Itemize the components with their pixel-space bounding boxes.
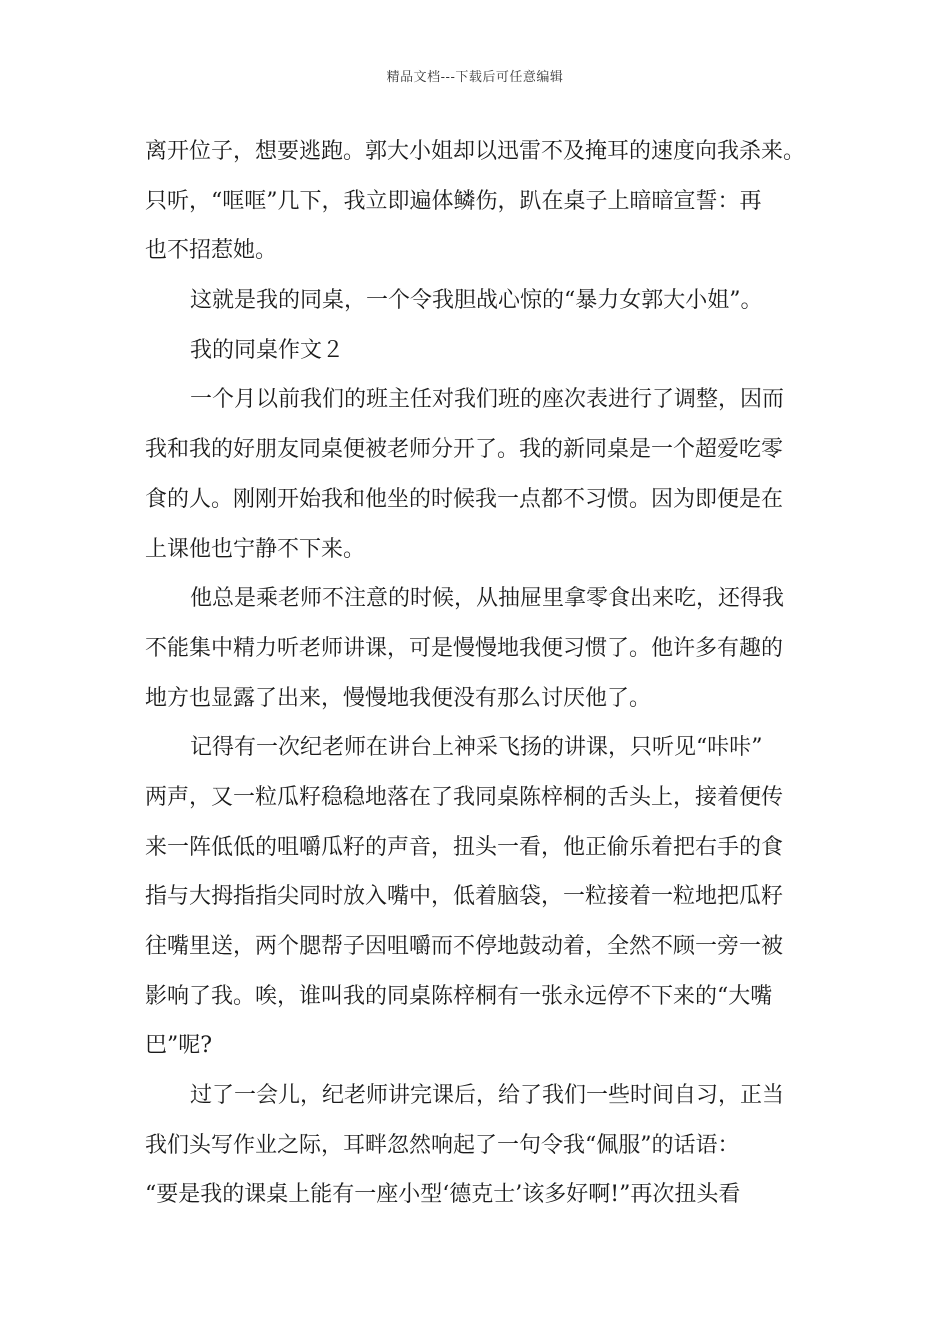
text-line: 也不招惹她。 (145, 238, 278, 264)
text-line: 往嘴里送，两个腮帮子因咀嚼而不停地鼓动着，全然不顾一旁一被 (145, 934, 784, 959)
text-line: 我和我的好朋友同桌便被老师分开了。我的新同桌是一个超爱吃零 (145, 437, 784, 463)
text-line: 这就是我的同桌，一个令我胆战心惊的“暴力女郭大小姐”。 (190, 288, 763, 314)
text-line: 巴”呢? (145, 1033, 213, 1059)
text-line: 记得有一次纪老师在讲台上神采飞扬的讲课，只听见“咔咔” (190, 735, 763, 761)
page-header: 精品文档---下载后可任意编辑 (386, 70, 564, 85)
text-line: 离开位子，想要逃跑。郭大小姐却以迅雷不及掩耳的速度向我杀来。 (145, 139, 806, 164)
text-line: 影响了我。唉，谁叫我的同桌陈梓桐有一张永远停不下来的“大嘴 (145, 983, 773, 1009)
text-line: 地方也显露了出来，慢慢地我便没有那么讨厌他了。 (145, 685, 652, 711)
document-body (145, 127, 810, 1220)
text-line: 我们头写作业之际，耳畔忽然响起了一句令我“佩服”的话语： (145, 1132, 740, 1158)
text-line: 来一阵低低的咀嚼瓜籽的声音，扭头一看，他正偷乐着把右手的食 (145, 834, 784, 860)
text-line: 食的人。刚刚开始我和他坐的时候我一点都不习惯。因为即便是在 (145, 486, 784, 512)
text-line: 他总是乘老师不注意的时候，从抽屉里拿零食出来吃，还得我 (190, 586, 785, 612)
text-line: 上课他也宁静不下来。 (145, 536, 366, 562)
text-line: 过了一会儿，纪老师讲完课后，给了我们一些时间自习，正当 (190, 1083, 785, 1109)
text-line: 只听，“哐哐”几下，我立即遍体鳞伤，趴在桌子上暗暗宣誓：再 (145, 188, 762, 214)
text-line: 两声，又一粒瓜籽稳稳地落在了我同桌陈梓桐的舌头上，接着便传 (145, 784, 784, 810)
text-line: 一个月以前我们的班主任对我们班的座次表进行了调整，因而 (190, 387, 785, 413)
text-line: “要是我的课桌上能有一座小型‘德克士’该多好啊!”再次扭头看 (145, 1182, 741, 1208)
text-line: 我的同桌作文２ (190, 337, 345, 363)
text-line: 指与大拇指指尖同时放入嘴中，低着脑袋，一粒接着一粒地把瓜籽 (145, 884, 784, 910)
text-line: 不能集中精力听老师讲课，可是慢慢地我便习惯了。他许多有趣的 (145, 635, 784, 661)
